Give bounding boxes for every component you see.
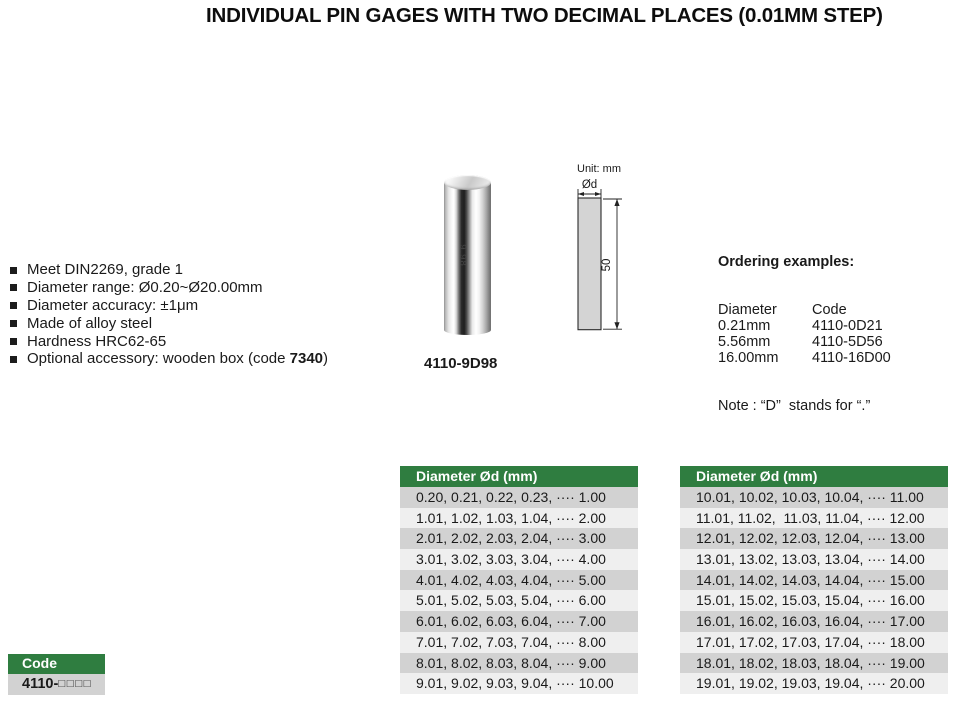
diameter-label: Ød (581, 179, 598, 191)
ordering-title: Ordering examples: (718, 254, 855, 270)
unit-label: Unit: mm (577, 163, 621, 175)
code-box-header: Code (8, 654, 105, 674)
ordering-header-diameter: Diameter (718, 302, 777, 318)
table-row: 18.01, 18.02, 18.03, 18.04, ···· 19.00 (680, 653, 948, 674)
feature-text: Hardness HRC62-65 (27, 332, 167, 350)
table-row: 9.01, 9.02, 9.03, 9.04, ···· 10.00 (400, 673, 638, 694)
code-placeholder-boxes: □□□□ (58, 677, 93, 690)
table-row: 19.01, 19.02, 19.03, 19.04, ···· 20.00 (680, 673, 948, 694)
table-header: Diameter Ød (mm) (680, 466, 948, 487)
ordering-code: 4110-0D21 (812, 318, 883, 334)
feature-text: Diameter range: Ø0.20~Ø20.00mm (27, 278, 263, 296)
feature-item (10, 297, 328, 315)
diameter-table-2 (680, 466, 948, 694)
code-prefix: 4110- (22, 675, 59, 692)
table-row: 7.01, 7.02, 7.03, 7.04, ···· 8.00 (400, 632, 638, 653)
bullet-square-icon (10, 338, 17, 345)
bullet-square-icon (10, 320, 17, 327)
table-body (680, 487, 948, 694)
feature-text: Diameter accuracy: ±1μm (27, 296, 199, 314)
table-row: 16.01, 16.02, 16.03, 16.04, ···· 17.00 (680, 611, 948, 632)
arrow-down-icon (614, 322, 619, 329)
feature-item (10, 315, 328, 333)
table-row: 4.01, 4.02, 4.03, 4.04, ···· 5.00 (400, 570, 638, 591)
arrow-up-icon (614, 199, 619, 206)
pin-engraving: 9.98 (456, 244, 468, 267)
page-title: INDIVIDUAL PIN GAGES WITH TWO DECIMAL PLACES (0.01MM STEP) (206, 4, 883, 27)
ordering-diameter: 0.21mm (718, 318, 771, 334)
pin-top-face (444, 175, 491, 190)
code-box-value (8, 674, 105, 696)
table-row: 13.01, 13.02, 13.03, 13.04, ···· 14.00 (680, 549, 948, 570)
ordering-diameter: 16.00mm (718, 350, 779, 366)
pin-gage-photo (444, 175, 491, 339)
table-row: 6.01, 6.02, 6.03, 6.04, ···· 7.00 (400, 611, 638, 632)
feature-item (10, 350, 328, 368)
table-row: 8.01, 8.02, 8.03, 8.04, ···· 9.00 (400, 653, 638, 674)
table-row: 17.01, 17.02, 17.03, 17.04, ···· 18.00 (680, 632, 948, 653)
feature-item (10, 279, 328, 297)
table-row: 3.01, 3.02, 3.03, 3.04, ···· 4.00 (400, 549, 638, 570)
ordering-diameter: 5.56mm (718, 334, 771, 350)
arrow-right-icon (595, 192, 601, 196)
dimension-drawing (565, 158, 637, 340)
feature-text: Meet DIN2269, grade 1 (27, 261, 183, 278)
length-label: 50 (601, 258, 613, 272)
table-row: 15.01, 15.02, 15.03, 15.04, ···· 16.00 (680, 590, 948, 611)
feature-text: Optional accessory: wooden box (code 7340) (27, 350, 329, 368)
ordering-code: 4110-5D56 (812, 334, 883, 350)
table-header: Diameter Ød (mm) (400, 466, 638, 487)
ordering-code: 4110-16D00 (812, 350, 891, 366)
ordering-examples (718, 222, 891, 446)
bullet-square-icon (10, 356, 17, 363)
arrow-left-icon (578, 192, 584, 196)
feature-item (10, 261, 328, 279)
table-body (400, 487, 638, 694)
table-row: 1.01, 1.02, 1.03, 1.04, ···· 2.00 (400, 508, 638, 529)
table-row: 11.01, 11.02, 11.03, 11.04, ···· 12.00 (680, 508, 948, 529)
photo-caption: 4110-9D98 (424, 355, 498, 372)
pin-outline (578, 198, 601, 330)
feature-item (10, 333, 328, 351)
bullet-square-icon (10, 267, 17, 274)
feature-text: Made of alloy steel (27, 314, 153, 332)
table-row: 5.01, 5.02, 5.03, 5.04, ···· 6.00 (400, 590, 638, 611)
table-row: 10.01, 10.02, 10.03, 10.04, ···· 11.00 (680, 487, 948, 508)
bullet-square-icon (10, 284, 17, 291)
ordering-grid (718, 302, 891, 366)
ordering-header-code: Code (812, 302, 847, 318)
feature-list (10, 261, 328, 368)
ordering-note: Note : “D” stands for “.” (718, 398, 871, 414)
table-row: 0.20, 0.21, 0.22, 0.23, ···· 1.00 (400, 487, 638, 508)
bullet-square-icon (10, 302, 17, 309)
table-row: 14.01, 14.02, 14.03, 14.04, ···· 15.00 (680, 570, 948, 591)
diameter-table-1 (400, 466, 638, 694)
table-row: 12.01, 12.02, 12.03, 12.04, ···· 13.00 (680, 528, 948, 549)
table-row: 2.01, 2.02, 2.03, 2.04, ···· 3.00 (400, 528, 638, 549)
code-box (8, 654, 105, 695)
